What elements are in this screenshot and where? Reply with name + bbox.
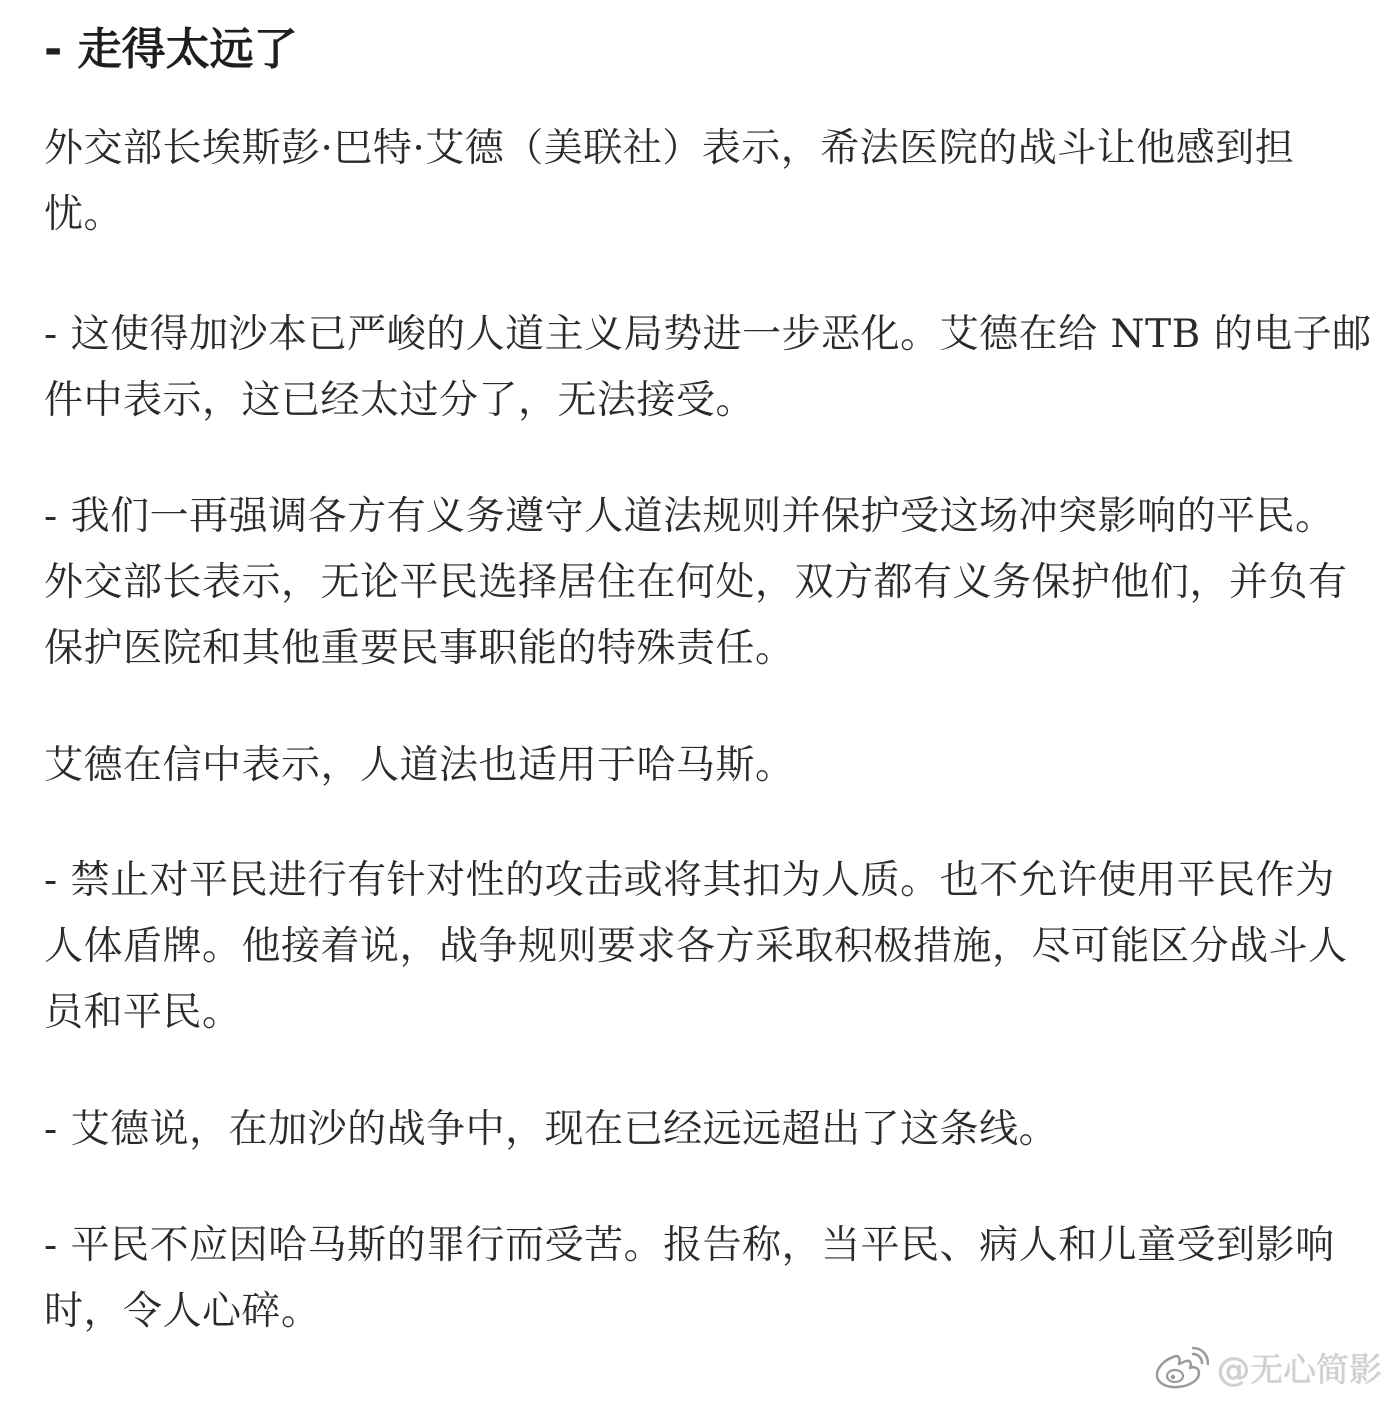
paragraph: - 平民不应因哈马斯的罪行而受苦。报告称，当平民、病人和儿童受到影响时，令人心碎。 bbox=[44, 1223, 1335, 1334]
paragraph: - 这使得加沙本已严峻的人道主义局势进一步恶化。艾德在给 NTB 的电子邮件中表示，这已经太过分了，无法接受。 bbox=[44, 312, 1372, 423]
article-heading: - 走得太远了 bbox=[44, 24, 298, 75]
paragraph: - 我们一再强调各方有义务遵守人道法规则并保护受这场冲突影响的平民。外交部长表示，无论平民选择居住在何处，双方都有义务保护他们，并负有保护医院和其他重要民事职能的特殊责任。 bbox=[44, 494, 1348, 671]
paragraph: 艾德在信中表示，人道法也适用于哈马斯。 bbox=[44, 743, 795, 788]
paragraph: - 禁止对平民进行有针对性的攻击或将其扣为人质。也不允许使用平民作为人体盾牌。他接着说，战争规则要求各方采取积极措施，尽可能区分战斗人员和平民。 bbox=[44, 858, 1348, 1035]
paragraph: 外交部长埃斯彭·巴特·艾德（美联社）表示，希法医院的战斗让他感到担忧。 bbox=[44, 126, 1295, 237]
paragraph: - 艾德说，在加沙的战争中，现在已经远远超出了这条线。 bbox=[44, 1107, 1059, 1152]
weibo-icon bbox=[1153, 1346, 1209, 1390]
watermark-text: @无心简影 bbox=[1217, 1350, 1382, 1389]
weibo-watermark bbox=[1153, 1344, 1382, 1391]
